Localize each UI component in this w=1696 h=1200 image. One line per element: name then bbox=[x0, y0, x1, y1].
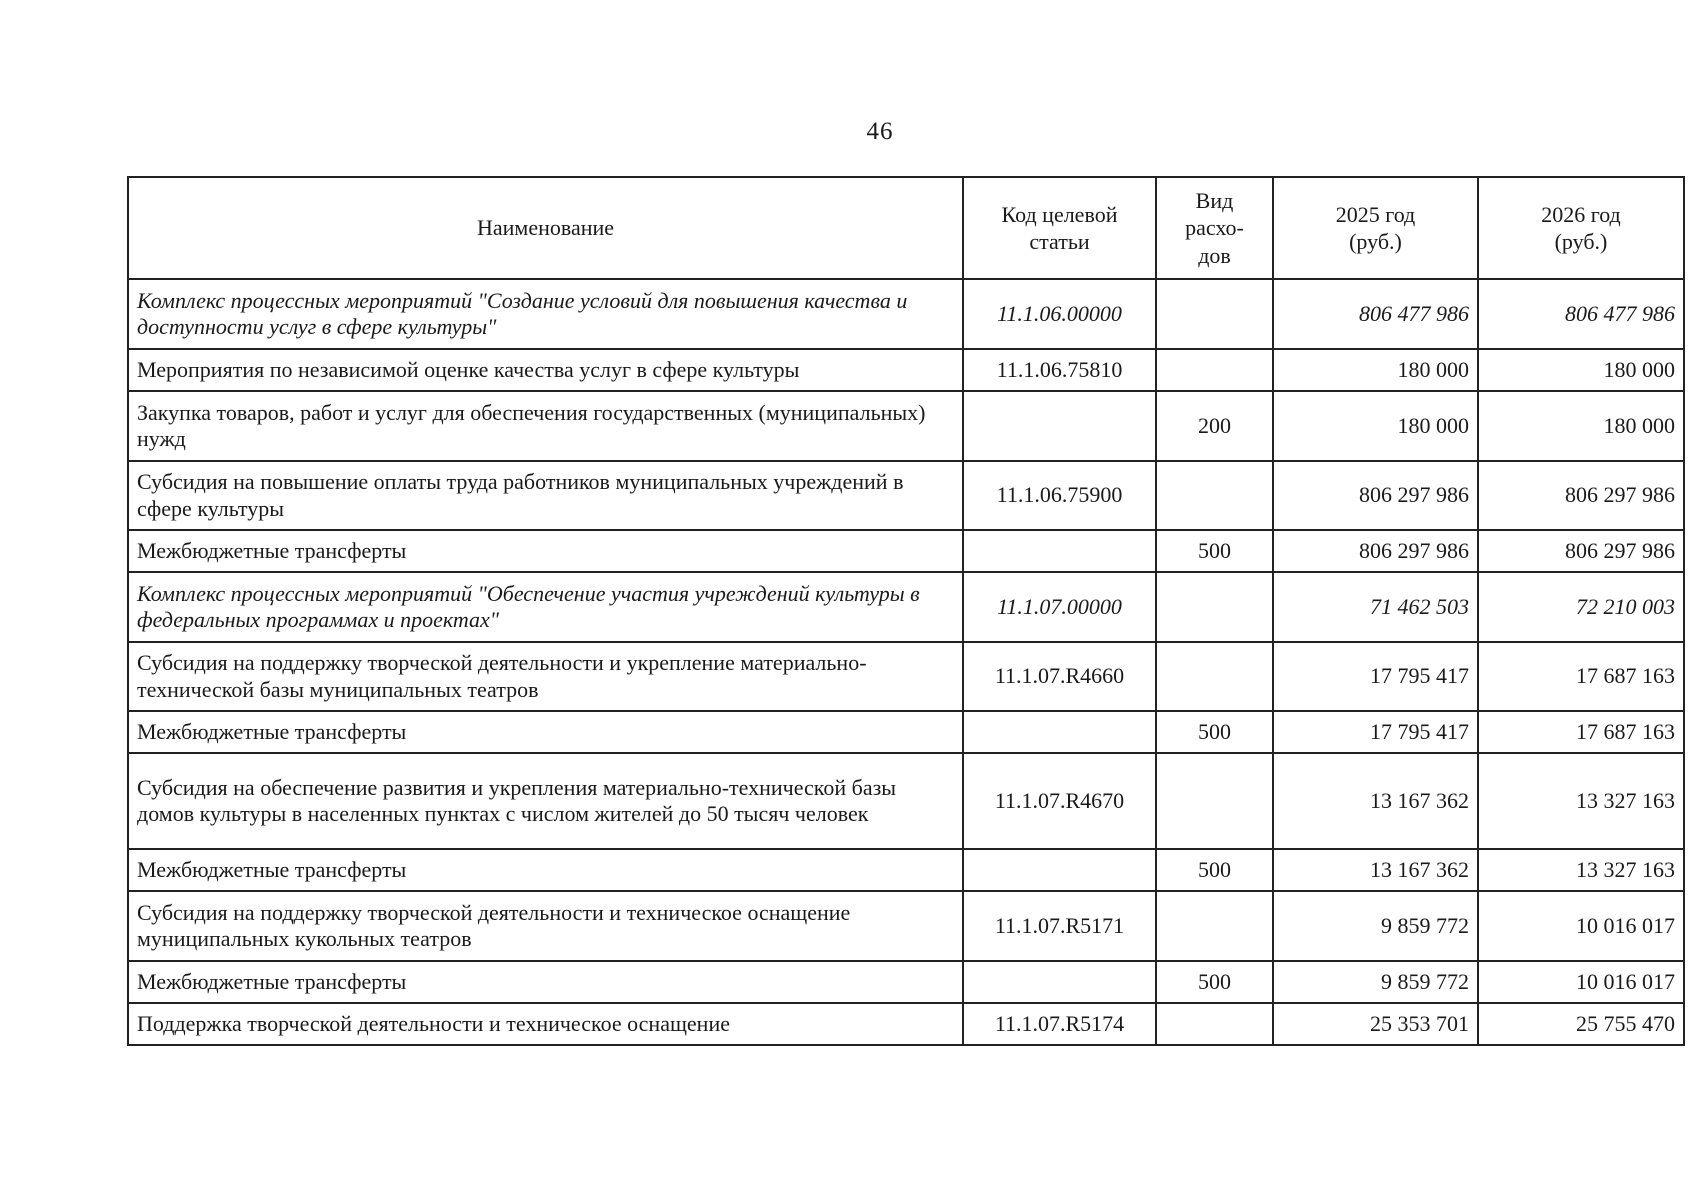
cell-type: 500 bbox=[1156, 849, 1273, 891]
cell-2026: 180 000 bbox=[1478, 349, 1684, 391]
header-2025-line1: 2025 год bbox=[1335, 201, 1416, 227]
cell-2025: 17 795 417 bbox=[1273, 642, 1478, 711]
cell-type bbox=[1156, 461, 1273, 530]
cell-2025: 13 167 362 bbox=[1273, 753, 1478, 849]
cell-code bbox=[963, 711, 1156, 753]
cell-type: 200 bbox=[1156, 391, 1273, 461]
table-row bbox=[128, 530, 1684, 572]
header-2026 bbox=[1478, 177, 1684, 279]
cell-name: Комплекс процессных мероприятий "Создание условий для повышения качества и доступности услуг в сфере культуры" bbox=[128, 279, 963, 349]
cell-2026: 13 327 163 bbox=[1478, 753, 1684, 849]
table-row bbox=[128, 891, 1684, 961]
cell-type: 500 bbox=[1156, 961, 1273, 1003]
cell-code: 11.1.06.75810 bbox=[963, 349, 1156, 391]
cell-code: 11.1.06.00000 bbox=[963, 279, 1156, 349]
cell-2026: 806 477 986 bbox=[1478, 279, 1684, 349]
header-2026-line2: (руб.) bbox=[1554, 229, 1608, 254]
table-row bbox=[128, 461, 1684, 530]
header-2025 bbox=[1273, 177, 1478, 279]
cell-2026: 180 000 bbox=[1478, 391, 1684, 461]
cell-code: 11.1.07.R5174 bbox=[963, 1003, 1156, 1045]
header-name bbox=[128, 177, 963, 279]
cell-name: Субсидия на обеспечение развития и укрепления материально-технической базы домов культуры в населенных пунктах с числом жителей до 50 тысяч человек bbox=[128, 753, 963, 849]
cell-name: Межбюджетные трансферты bbox=[128, 849, 963, 891]
header-name-label: Наименование bbox=[476, 215, 615, 241]
cell-type: 500 bbox=[1156, 530, 1273, 572]
cell-2025: 71 462 503 bbox=[1273, 572, 1478, 642]
cell-2025: 806 477 986 bbox=[1273, 279, 1478, 349]
cell-name: Межбюджетные трансферты bbox=[128, 530, 963, 572]
cell-2026: 10 016 017 bbox=[1478, 961, 1684, 1003]
cell-2025: 9 859 772 bbox=[1273, 961, 1478, 1003]
cell-2025: 806 297 986 bbox=[1273, 530, 1478, 572]
cell-2026: 10 016 017 bbox=[1478, 891, 1684, 961]
page-number: 46 bbox=[866, 118, 894, 145]
cell-type bbox=[1156, 349, 1273, 391]
cell-2026: 806 297 986 bbox=[1478, 530, 1684, 572]
cell-2025: 17 795 417 bbox=[1273, 711, 1478, 753]
cell-code: 11.1.07.R5171 bbox=[963, 891, 1156, 961]
header-code bbox=[963, 177, 1156, 279]
cell-name: Субсидия на поддержку творческой деятельности и техническое оснащение муниципальных кукольных театров bbox=[128, 891, 963, 961]
header-type-line3: дов bbox=[1198, 242, 1231, 268]
cell-name: Субсидия на повышение оплаты труда работников муниципальных учреждений в сфере культуры bbox=[128, 461, 963, 530]
cell-2026: 17 687 163 bbox=[1478, 711, 1684, 753]
cell-type bbox=[1156, 279, 1273, 349]
cell-name: Межбюджетные трансферты bbox=[128, 711, 963, 753]
cell-2026: 17 687 163 bbox=[1478, 642, 1684, 711]
header-row bbox=[128, 177, 1684, 279]
cell-name: Закупка товаров, работ и услуг для обеспечения государственных (муниципальных) нужд bbox=[128, 391, 963, 461]
cell-type bbox=[1156, 572, 1273, 642]
cell-code: 11.1.07.00000 bbox=[963, 572, 1156, 642]
cell-type bbox=[1156, 753, 1273, 849]
cell-code bbox=[963, 530, 1156, 572]
header-2026-line1: 2026 год bbox=[1541, 201, 1621, 227]
table-row bbox=[128, 349, 1684, 391]
cell-code: 11.1.07.R4670 bbox=[963, 753, 1156, 849]
cell-2025: 180 000 bbox=[1273, 349, 1478, 391]
cell-2025: 180 000 bbox=[1273, 391, 1478, 461]
cell-code: 11.1.06.75900 bbox=[963, 461, 1156, 530]
cell-name: Субсидия на поддержку творческой деятельности и укрепление материально-технической базы муниципальных театров bbox=[128, 642, 963, 711]
cell-2026: 25 755 470 bbox=[1478, 1003, 1684, 1045]
cell-name: Мероприятия по независимой оценке качества услуг в сфере культуры bbox=[128, 349, 963, 391]
table-row bbox=[128, 961, 1684, 1003]
table-row bbox=[128, 711, 1684, 753]
table-row bbox=[128, 279, 1684, 349]
cell-2025: 13 167 362 bbox=[1273, 849, 1478, 891]
cell-code bbox=[963, 849, 1156, 891]
cell-type: 500 bbox=[1156, 711, 1273, 753]
cell-2025: 25 353 701 bbox=[1273, 1003, 1478, 1045]
cell-type bbox=[1156, 1003, 1273, 1045]
header-2025-line2: (руб.) bbox=[1349, 229, 1402, 254]
table-row bbox=[128, 572, 1684, 642]
table-row bbox=[128, 849, 1684, 891]
header-code-line2: статьи bbox=[1029, 229, 1090, 254]
cell-type bbox=[1156, 891, 1273, 961]
cell-2025: 9 859 772 bbox=[1273, 891, 1478, 961]
table-row bbox=[128, 1003, 1684, 1045]
table-body bbox=[128, 279, 1684, 1045]
cell-2026: 13 327 163 bbox=[1478, 849, 1684, 891]
cell-code bbox=[963, 961, 1156, 1003]
cell-2026: 806 297 986 bbox=[1478, 461, 1684, 530]
header-type-line1: Вид bbox=[1195, 187, 1234, 213]
cell-name: Поддержка творческой деятельности и техническое оснащение bbox=[128, 1003, 963, 1045]
table-header bbox=[128, 177, 1684, 279]
header-type-line2: расхо- bbox=[1185, 215, 1244, 241]
cell-name: Межбюджетные трансферты bbox=[128, 961, 963, 1003]
budget-table bbox=[127, 176, 1685, 1046]
cell-2026: 72 210 003 bbox=[1478, 572, 1684, 642]
cell-code bbox=[963, 391, 1156, 461]
table-row bbox=[128, 391, 1684, 461]
table-row bbox=[128, 753, 1684, 849]
header-code-line1: Код целевой bbox=[1001, 201, 1118, 227]
header-type bbox=[1156, 177, 1273, 279]
cell-type bbox=[1156, 642, 1273, 711]
cell-2025: 806 297 986 bbox=[1273, 461, 1478, 530]
table-row bbox=[128, 642, 1684, 711]
cell-code: 11.1.07.R4660 bbox=[963, 642, 1156, 711]
cell-name: Комплекс процессных мероприятий "Обеспечение участия учреждений культуры в федеральных программах и проектах" bbox=[128, 572, 963, 642]
